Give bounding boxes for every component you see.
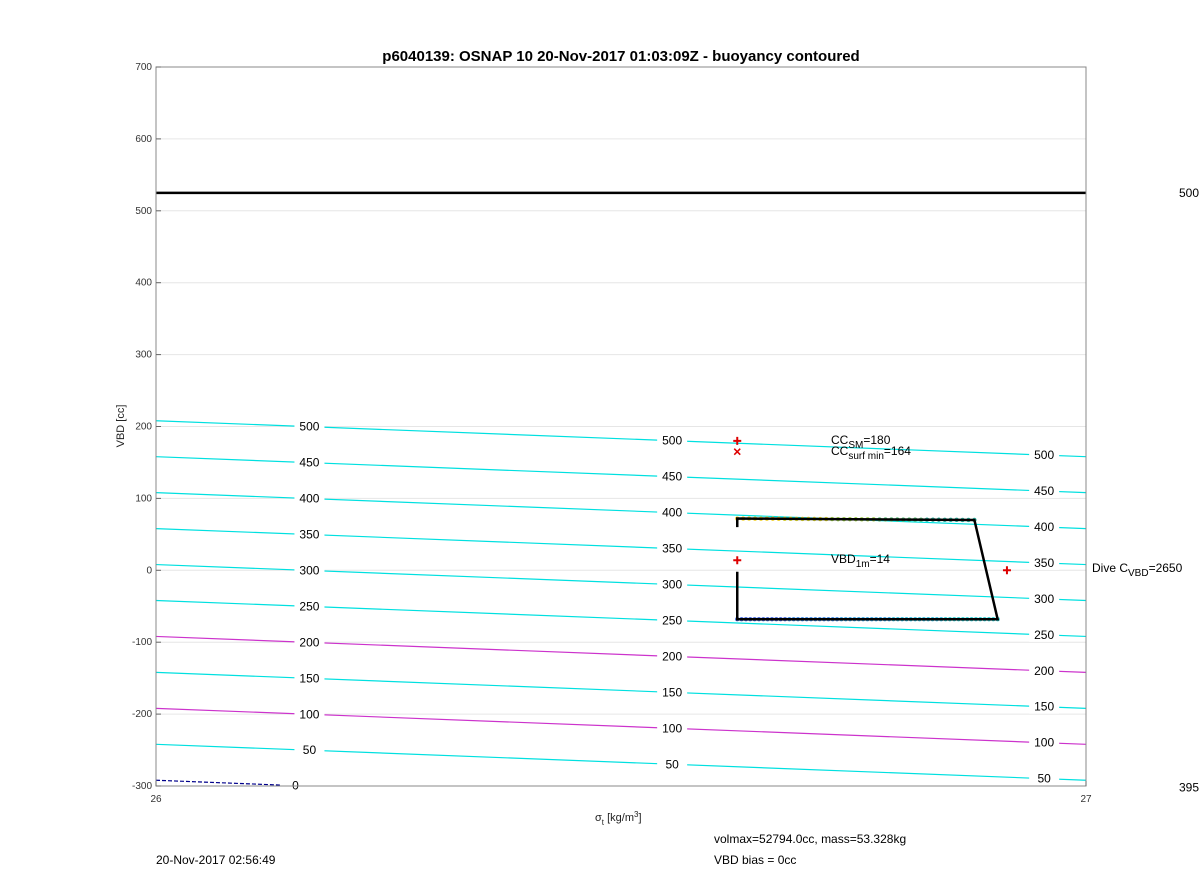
- contour-label: 250: [1034, 627, 1055, 642]
- y-tick-label: 100: [135, 493, 152, 505]
- contour-label: 300: [1034, 591, 1055, 606]
- contour-label: 150: [299, 671, 320, 686]
- x-tick-label: 27: [1080, 794, 1092, 805]
- cc-sm-val: =180: [863, 433, 891, 447]
- y-tick-label: 200: [135, 421, 152, 433]
- cc-surf-main: CC: [831, 444, 849, 458]
- y-tick-label: 500: [135, 205, 152, 217]
- contour-label: 350: [662, 541, 683, 556]
- contour-label: 450: [662, 469, 683, 484]
- contour-label: 450: [1034, 484, 1055, 499]
- plus-marker: [1003, 566, 1011, 574]
- dive-sub: VBD: [1128, 568, 1149, 579]
- contour-label: 150: [1034, 699, 1055, 714]
- vbd1m-main: VBD: [831, 552, 856, 566]
- y-tick-label: 400: [135, 277, 152, 289]
- x-axis-label-main: σ: [595, 812, 602, 824]
- contour-label: 50: [665, 757, 679, 772]
- y-tick-label: -100: [131, 637, 152, 649]
- contour-label: 250: [662, 613, 683, 628]
- x-axis-label-unit: [kg/m: [604, 812, 634, 824]
- dive-main: Dive C: [1092, 561, 1129, 575]
- y-tick-label: 600: [135, 133, 152, 145]
- x-axis-label-sub: t: [601, 818, 605, 827]
- x-axis-label: [595, 810, 642, 827]
- contour-label: 300: [662, 577, 683, 592]
- right-axis-labels: [1179, 186, 1199, 795]
- vbd-bias-text: VBD bias = 0cc: [714, 853, 797, 867]
- contour-label: 200: [1034, 663, 1055, 678]
- contour-label: 500: [662, 433, 683, 448]
- x-axis-label-close: ]: [638, 812, 642, 824]
- y-tick-label: 700: [135, 62, 152, 73]
- vbd1m-val: =14: [869, 552, 890, 566]
- contour-labels: [281, 420, 1060, 793]
- y-tick-labels: [132, 62, 161, 792]
- x-tick-label: 26: [150, 794, 162, 805]
- volmax-mass-text: volmax=52794.0cc, mass=53.328kg: [714, 832, 907, 846]
- right-axis-label: 395: [1178, 780, 1199, 795]
- dive-cvbd-annotation: [1092, 561, 1183, 579]
- contour-label: 400: [1034, 519, 1055, 534]
- contour-label: 100: [662, 721, 683, 736]
- contour-label: 100: [299, 707, 320, 722]
- timestamp-text: 20-Nov-2017 02:56:49: [156, 853, 276, 867]
- cc-sm-main: CC: [831, 433, 849, 447]
- right-axis-label: 500: [1178, 185, 1199, 200]
- vbd-1m-annotation: [831, 552, 890, 570]
- y-tick-label: 300: [135, 349, 152, 361]
- x-marker: [734, 449, 740, 455]
- contour-label: 350: [1034, 555, 1055, 570]
- contour-label: 100: [1034, 735, 1055, 750]
- y-axis-label: VBD [cc]: [115, 404, 127, 448]
- y-tick-label: -300: [131, 781, 152, 792]
- contour-label: 50: [302, 743, 317, 758]
- vbd1m-sub: 1m: [855, 559, 870, 570]
- x-axis-label-sup: 3: [633, 810, 639, 819]
- plus-marker: [733, 556, 741, 564]
- contour-label: 400: [662, 505, 683, 520]
- contour-label: 500: [1034, 448, 1055, 463]
- y-tick-label: -200: [131, 709, 152, 721]
- cc-surf-val: =164: [883, 444, 911, 458]
- cc-surf-sub: surf min: [848, 451, 884, 462]
- contour-label: 150: [662, 685, 683, 700]
- contour-label: 450: [299, 455, 320, 470]
- cc-sm-sub: SM: [848, 440, 864, 451]
- contour-label: 200: [299, 635, 320, 650]
- y-tick-label: 0: [146, 565, 152, 577]
- contour-label: 0: [292, 778, 299, 793]
- contour-label: 500: [299, 419, 320, 434]
- contour-label: 200: [662, 649, 683, 664]
- contour-label: 250: [299, 599, 320, 614]
- contour-label: 300: [299, 563, 320, 578]
- dive-val: =2650: [1148, 561, 1183, 575]
- chart-title: p6040139: OSNAP 10 20-Nov-2017 01:03:09Z - buoyancy contoured: [382, 48, 860, 65]
- contour-label: 50: [1037, 771, 1051, 786]
- contour-label: 400: [299, 491, 320, 506]
- contour-label: 350: [299, 527, 320, 542]
